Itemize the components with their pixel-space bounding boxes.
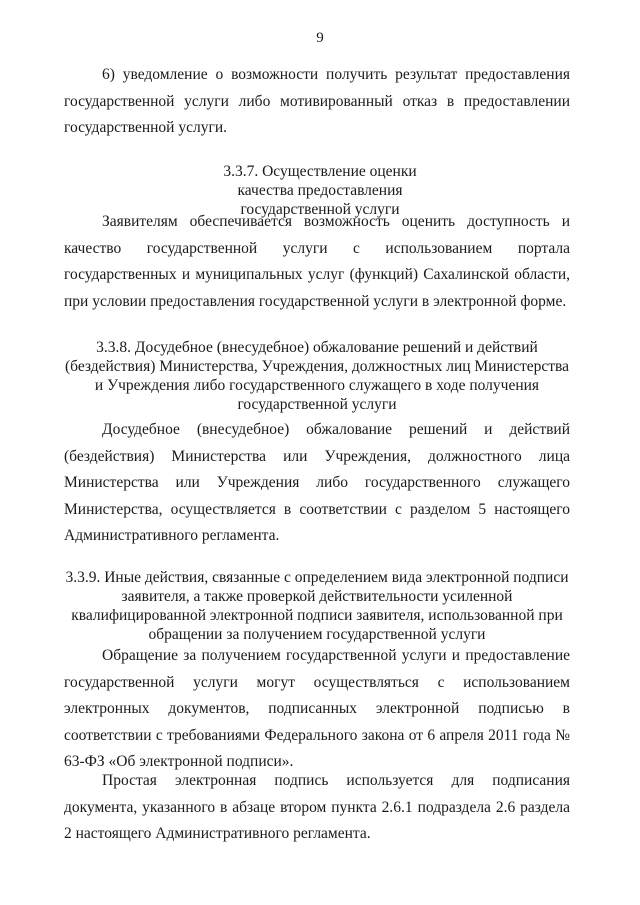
- heading-3-3-8: 3.3.8. Досудебное (внесудебное) обжалование решений и действий (бездействия) Министерства, Учреждения, должностных лиц Министерства и Учреждения либо государственного служащего в ходе получения государственной услуги: [64, 339, 570, 413]
- page-number: 9: [316, 30, 324, 46]
- heading-3-3-9: 3.3.9. Иные действия, связанные с определением вида электронной подписи заявителя, а также проверкой действительности усиленной квалифицированной электронной подписи заявителя, использованной при обращении за получением государственной услуги: [65, 569, 569, 643]
- paragraph-pretrial-appeal: Досудебное (внесудебное) обжалование решений и действий (бездействия) Министерства или Учреждения, должностного лица Министерства или Учреждения либо государственного служащего Министерства, осуществляется в соответствии с разделом 5 настоящего Административного регламента.: [64, 421, 570, 544]
- paragraph-simple-signature: Простая электронная подпись используется для подписания документа, указанного в абзаце втором пункта 2.6.1 подраздела 2.6 раздела 2 настоящего Административного регламента.: [64, 772, 570, 842]
- paragraph-electronic-documents: Обращение за получением государственной услуги и предоставление государственной услуги могут осуществляться с использованием электронных документов, подписанных электронной подписью в соответствии с требованиями Федерального закона от 6 апреля 2011 года № 63-ФЗ «Об электронной подписи».: [64, 647, 570, 770]
- paragraph-quality-assessment: Заявителям обеспечивается возможность оценить доступность и качество государственной услуги с использованием портала государственных и муниципальных услуг (функций) Сахалинской области, при условии предоставления государственной услуги в электронной форме.: [64, 213, 570, 310]
- paragraph-notification: 6) уведомление о возможности получить результат предоставления государственной услуги либо мотивированный отказ в предоставлении государственной услуги.: [64, 66, 570, 136]
- heading-3-3-7: 3.3.7. Осуществление оценки качества предоставления государственной услуги: [223, 163, 417, 218]
